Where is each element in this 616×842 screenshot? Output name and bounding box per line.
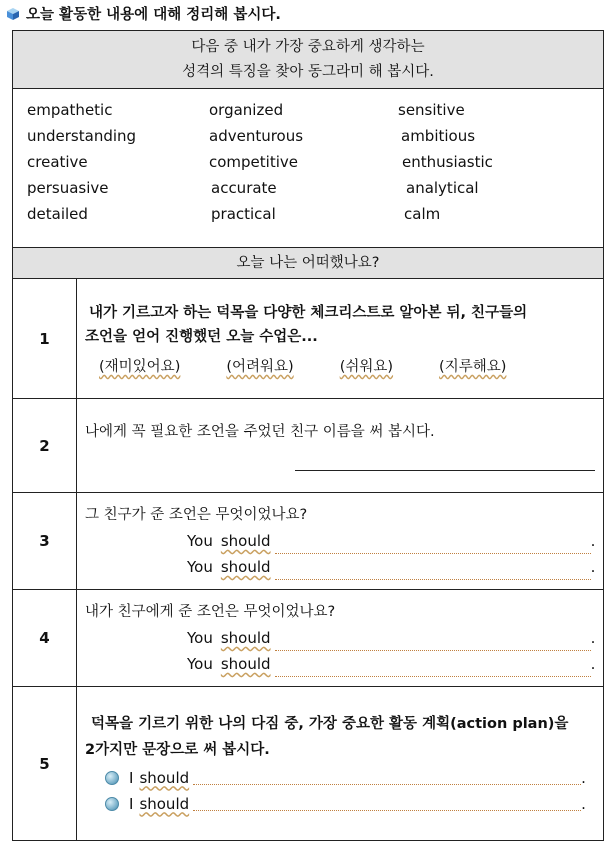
trait-word[interactable]: ambitious <box>401 127 476 145</box>
intro-line-2: 성격의 특징을 찾아 동그라미 해 봅시다. <box>182 63 434 80</box>
trait-word[interactable]: competitive <box>209 153 298 171</box>
q5-prefix: I <box>129 794 134 813</box>
today-header <box>13 248 604 279</box>
question-3 <box>77 493 604 590</box>
action-plan-field-2[interactable] <box>193 796 581 811</box>
q5-should: should <box>139 768 190 787</box>
q5-end: . <box>581 768 586 787</box>
q5-prefix: I <box>129 768 134 787</box>
trait-word[interactable]: creative <box>27 153 88 171</box>
q4-should: should <box>220 655 271 673</box>
trait-word[interactable]: accurate <box>211 179 277 197</box>
q4-should: should <box>220 629 271 647</box>
q4-end: . <box>590 629 596 647</box>
q5-line-2: 2가지만 문장으로 써 봅시다. <box>85 741 270 758</box>
cube-icon <box>6 7 20 21</box>
trait-word[interactable]: empathetic <box>27 101 113 119</box>
question-1 <box>77 279 604 399</box>
q4-text: 내가 친구에게 준 조언은 무엇이었나요? <box>85 604 336 620</box>
question-number: 2 <box>13 399 77 493</box>
option-boring[interactable]: (지루해요) <box>439 359 507 375</box>
question-number: 3 <box>13 493 77 590</box>
worksheet-table <box>12 30 604 841</box>
intro-line-1: 다음 중 내가 가장 중요하게 생각하는 <box>191 38 425 55</box>
trait-word[interactable]: enthusiastic <box>402 153 493 171</box>
q3-prefix: You <box>187 532 213 550</box>
trait-word[interactable]: adventurous <box>209 127 304 145</box>
option-fun[interactable]: (재미있어요) <box>99 359 181 375</box>
q2-text: 나에게 꼭 필요한 조언을 주었던 친구 이름을 써 봅시다. <box>85 423 435 440</box>
advice-received-field-1[interactable] <box>275 539 591 554</box>
intro-box <box>13 31 604 89</box>
advice-received-field-2[interactable] <box>275 565 591 580</box>
q1-line-2: 조언을 얻어 진행했던 오늘 수업은... <box>85 329 318 345</box>
q3-should: should <box>220 532 271 550</box>
bullet-icon <box>105 771 119 785</box>
traits-grid <box>13 99 603 225</box>
q4-end: . <box>590 655 596 673</box>
bullet-icon <box>105 797 119 811</box>
q5-end: . <box>581 794 586 813</box>
question-4 <box>77 590 604 687</box>
worksheet-title <box>6 3 281 24</box>
question-number: 1 <box>13 279 77 399</box>
q3-should: should <box>220 558 271 576</box>
q3-text: 그 친구가 준 조언은 무엇이었나요? <box>85 507 308 523</box>
trait-word[interactable]: calm <box>404 205 441 223</box>
advice-given-field-1[interactable] <box>275 636 591 651</box>
traits-box <box>13 89 604 248</box>
q3-prefix: You <box>187 558 213 576</box>
advice-given-field-2[interactable] <box>275 662 591 677</box>
trait-word[interactable]: organized <box>209 101 284 119</box>
question-5 <box>77 687 604 841</box>
q5-should: should <box>139 794 190 813</box>
option-easy[interactable]: (쉬워요) <box>339 359 394 375</box>
title-text: 오늘 활동한 내용에 대해 정리해 봅시다. <box>26 7 281 23</box>
q1-options <box>85 355 603 376</box>
q4-prefix: You <box>187 629 213 647</box>
trait-word[interactable]: practical <box>211 205 276 223</box>
trait-word[interactable]: sensitive <box>398 101 465 119</box>
today-header-text: 오늘 나는 어떠했나요? <box>236 254 380 271</box>
question-2 <box>77 399 604 493</box>
trait-word[interactable]: detailed <box>27 205 88 223</box>
q5-line-1: 덕목을 기르기 위한 나의 다짐 중, 가장 중요한 활동 계획(action plan)을 <box>91 715 569 732</box>
trait-word[interactable]: analytical <box>406 179 479 197</box>
question-number: 5 <box>13 687 77 841</box>
q3-end: . <box>590 532 596 550</box>
q4-prefix: You <box>187 655 213 673</box>
action-plan-field-1[interactable] <box>193 770 581 785</box>
q1-line-1: 내가 기르고자 하는 덕목을 다양한 체크리스트로 알아본 뒤, 친구들의 <box>89 305 528 321</box>
option-hard[interactable]: (어려워요) <box>226 359 294 375</box>
trait-word[interactable]: understanding <box>27 127 137 145</box>
friend-name-field[interactable] <box>295 470 595 471</box>
question-number: 4 <box>13 590 77 687</box>
trait-word[interactable]: persuasive <box>27 179 109 197</box>
q3-end: . <box>590 558 596 576</box>
